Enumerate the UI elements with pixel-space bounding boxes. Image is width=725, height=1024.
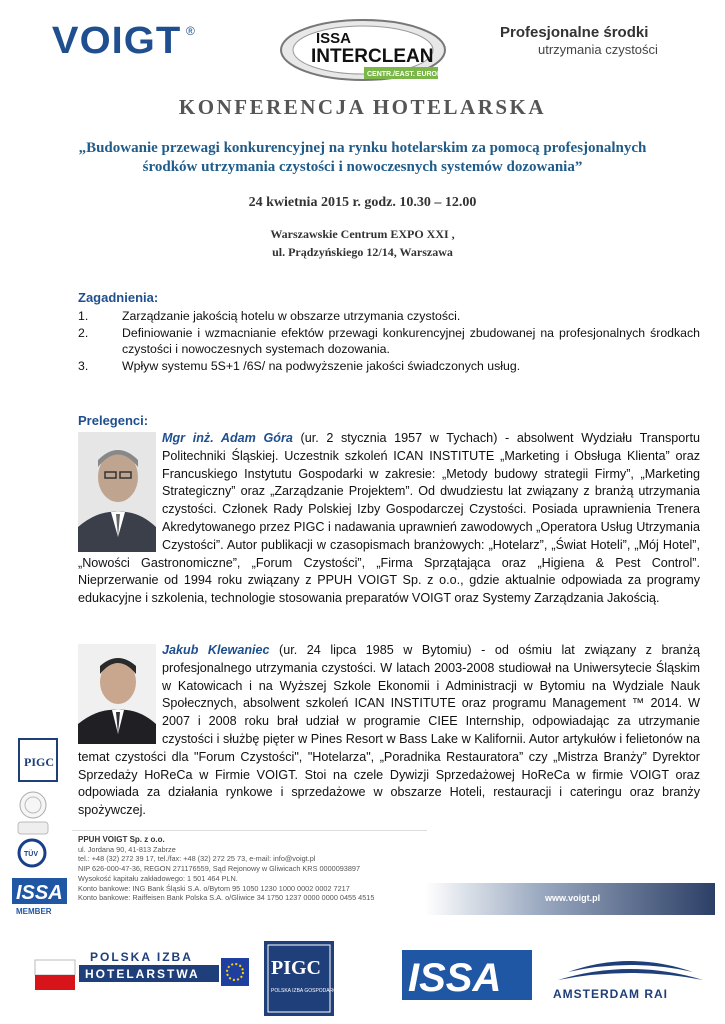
speaker-name: Jakub Klewaniec [162,643,270,657]
issa-member-logo [12,878,67,916]
pigc-name-text: POLSKA IZBA GOSPODARCZA CZYSTOŚCI [271,988,373,994]
speaker-photo-jakub-klewaniec [78,644,156,744]
issa-logo-text: ISSA [316,30,352,47]
company-bank-1: Konto bankowe: ING Bank Śląski S.A. o/Bytom 95 1050 1230 1000 0002 0002 7217 [78,883,350,893]
centr-east-europe-text: CENTR./EAST. EUROPE [367,71,447,78]
tagline-line1: Profesjonalne środki [500,24,649,41]
subtitle-line1: „Budowanie przewagi konkurencyjnej na rynku hotelarskim za pomocą profesjonalnych [78,140,647,156]
company-capital: Wysokość kapitału zakładowego: 1 501 464 PLN. [78,873,238,883]
registered-mark: ® [186,24,195,38]
topic-number: 2. [78,326,89,340]
venue-line1: Warszawskie Centrum EXPO XXI , [270,227,455,241]
topic-text: Wpływ systemu 5S+1 /6S/ na podwyższenie jakości świadczonych usług. [122,359,521,373]
speaker-photo-adam-gora [78,432,156,552]
conference-title: KONFERENCJA HOTELARSKA [178,95,547,119]
event-venue [0,225,725,261]
topic-item [78,358,700,374]
speakers-heading: Prelegenci: [78,413,149,428]
conference-subtitle [40,139,685,177]
voigt-logo: VOIGT [51,20,182,62]
tuv-text: TÜV [24,851,38,858]
topic-item [78,325,700,357]
topic-item [78,308,700,324]
company-bank-2: Konto bankowe: Raiffeisen Bank Polska S.A. o/Gliwice 34 1750 1237 0000 0000 0455 4515 [78,893,375,903]
amsterdam-rai-logo [548,952,713,1002]
issa-member-bottom-text: MEMBER [16,907,52,916]
pigc-side-logo [18,738,58,782]
issa-logo [402,950,532,1000]
topic-number: 1. [78,309,89,323]
topics-heading: Zagadnienia: [78,290,159,305]
interclean-logo-text: INTERCLEAN [311,46,434,67]
issa-interclean-logo [278,18,448,86]
certificate-badge-2-icon [18,822,48,834]
company-address: ul. Jordana 90, 41-813 Zabrze [78,844,176,854]
company-name: PPUH VOIGT Sp. z o.o. [78,835,165,844]
speaker-bio-text: (ur. 24 lipca 1985 w Bytomiu) - od ośmiu lat związany z branżą profesjonalnego utrzymania czystości. W latach 2003-2008 studiował na Uniwersytecie Śląskim w Katowicach i na Wyższej Szkole Ekonomii i Administracji w Bytomiu na Wydziale Nauk Społecznych, absolwent szkoleń ICAN INSTITUTE oraz programu Management ™ 2014. W 2007 i 2008 roku brał udział w programie CIEE Internship, odpowiadając za utrzymanie czystości i służbę pięter w Pines Resort w Bass Lake w Kalifornii. Autor artykułów i felietonów na temat czystości dla "Forum Czystości", "Hotelarza", „Poradnika Restauratora” czy „Mistrza Branży” Dyrektor Sprzedaży HoReCa w Firmie VOIGT. Stoi na czele Dywizji Sprzedażowej HoReCa w firmie VOIGT oraz odpowiada za działania rynkowe i sprzedażowe w obszarze Hoteli, restauracji i cateringu oraz branży spożywczej. [78,643,700,818]
tuv-logo [18,838,46,868]
speaker-bio-text: (ur. 2 stycznia 1957 w Tychach) - absolwent Wydziału Transportu Politechniki Śląskiej. Uczestnik szkoleń ICAN INSTITUTE „Marketing i Obsługa Klienta” oraz Francuskiego Instytutu Gospodarki w zakresie: „Metody budowy strategii Firmy”, „Marketing Strategiczny” oraz „Zarządzanie Projektem”. Od dwudziestu lat związany z branżą utrzymania czystości. Członek Rady Polskiej Izby Gospodarczej Czystości. Posiada uprawnienia Trenera Akredytowanego przez PIGC i nadawania uprawnień zawodowych „Operatora Usług Utrzymania Czystości”. Autor publikacji w czasopismach branżowych: „Hotelarz”, „Świat Hoteli”, „Mój Hotel”, „Nowości Gastronomiczne”, „Forum Czystości”, „Firma Sprzątająca oraz „Higiena & Pest Control”. Nieprzerwanie od 1994 roku związany z PPUH VOIGT Sp. z o.o., gdzie aktualnie odpowiada za programy edukacyjne i szkolenia, technologie stosowania preparatów VOIGT oraz Systemy Zarządzania Jakością. [78,431,701,606]
pih-line2-text: HOTELARSTWA [85,967,200,981]
subtitle-line2: środków utrzymania czystości i nowoczesnych systemów dozowania” [142,159,583,175]
topics-list [78,308,700,375]
event-date: 24 kwietnia 2015 r. godz. 10.30 – 12.00 [248,195,477,210]
venue-line2: ul. Prądzyńskiego 12/14, Warszawa [272,245,453,259]
rai-text: AMSTERDAM RAI [553,987,668,1001]
tagline-line2: utrzymania czystości [538,42,658,57]
topic-number: 3. [78,359,89,373]
pigc-side-text: PIGC [24,755,54,769]
speaker-bio-1 [78,430,700,608]
company-registration: NIP 626-000-47-36, REGON 271176559, Sąd Rejonowy w Gliwicach KRS 0000093897 [78,864,361,874]
pih-line1-text: POLSKA IZBA [90,950,193,964]
company-contact: tel.: +48 (32) 272 39 17, tel./fax: +48 (32) 272 25 73, e-mail: info@voigt.pl [78,854,316,864]
speaker-name: Mgr inż. Adam Góra [162,431,293,445]
polska-izba-hotelarstwa-logo [35,948,250,992]
company-details [78,835,423,920]
pigc-logo [263,940,373,1017]
speaker-bio-2 [78,642,700,820]
pigc-letters-text: PIGC [271,957,321,979]
certificate-badge-icon [18,790,48,820]
topic-text: Definiowanie i wzmacnianie efektów przewagi konkurencyjnej zbudowanej na profesjonalnych środkach czystości i nowoczesnych systemach dozowania. [122,326,700,356]
issa-member-top-text: ISSA [16,882,63,904]
issa-bottom-text: ISSA [408,956,502,1000]
voigt-url[interactable]: www.voigt.pl [545,893,601,903]
topic-text: Zarządzanie jakością hotelu w obszarze utrzymania czystości. [122,309,461,323]
